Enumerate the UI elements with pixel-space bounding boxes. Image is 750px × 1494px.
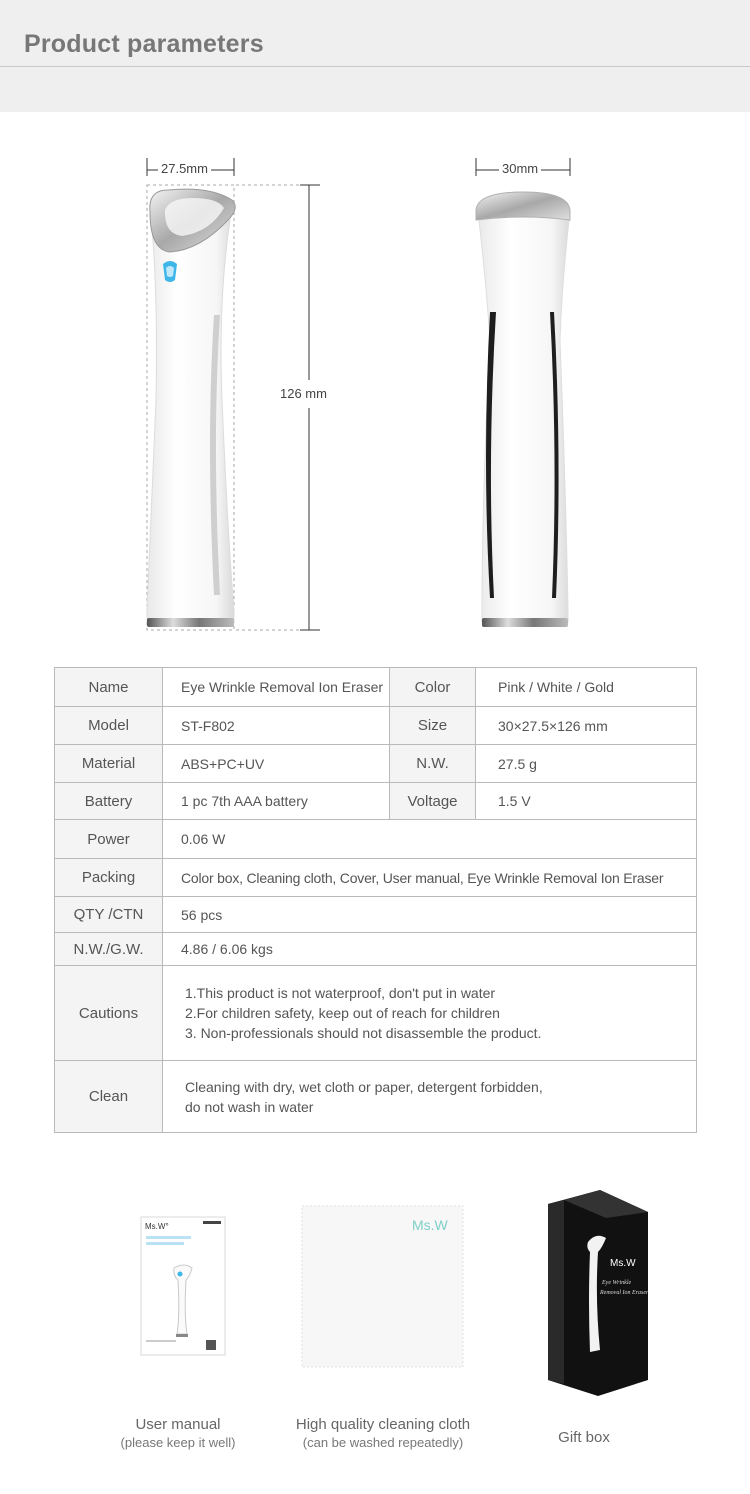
caution-line: 3. Non-professionals should not disassemble the product. (185, 1025, 542, 1041)
table-row (55, 966, 697, 1061)
width-front-label: 27.5mm (158, 161, 211, 176)
height-label: 126 mm (277, 386, 330, 401)
width-side-label: 30mm (499, 161, 541, 176)
size-label: Size (390, 707, 476, 745)
dimension-drawing (0, 140, 750, 650)
clean-line: Cleaning with dry, wet cloth or paper, detergent forbidden, (185, 1078, 543, 1095)
product-dimension-figure (0, 140, 750, 650)
cloth-title: High quality cleaning cloth (295, 1416, 471, 1433)
manual-brand-text: Ms.W° (145, 1222, 169, 1231)
cloth-subtitle: (can be washed repeatedly) (302, 1435, 464, 1450)
header-divider (0, 66, 750, 67)
cautions-label: Cautions (55, 966, 163, 1061)
battery-value: 1 pc 7th AAA battery (163, 783, 390, 820)
table-row (55, 897, 697, 933)
clean-line: do not wash in water (185, 1098, 314, 1115)
table-row (55, 859, 697, 897)
svg-text:Eye Wrinkle: Eye Wrinkle (602, 1280, 632, 1286)
cleaning-cloth-image (300, 1204, 465, 1369)
table-row (55, 707, 697, 745)
page-title: Product parameters (24, 30, 264, 58)
table-row (55, 933, 697, 966)
nw-value: 27.5 g (476, 745, 697, 783)
caution-line: 2.For children safety, keep out of reach for children (185, 1005, 500, 1021)
table-row (55, 820, 697, 859)
size-value: 30×27.5×126 mm (476, 707, 697, 745)
packing-label: Packing (55, 859, 163, 897)
box-title: Gift box (558, 1429, 610, 1446)
table-row (55, 1061, 697, 1133)
manual-title: User manual (135, 1416, 221, 1433)
spec-table (54, 667, 697, 1133)
nwgw-value: 4.86 / 6.06 kgs (163, 933, 697, 966)
svg-text:Removal Ion Eraser: Removal Ion Eraser (600, 1290, 649, 1296)
material-label: Material (55, 745, 163, 783)
clean-value (163, 1061, 697, 1133)
battery-label: Battery (55, 783, 163, 820)
voltage-value: 1.5 V (476, 783, 697, 820)
box-brand-text: Ms.W (610, 1258, 636, 1269)
power-value: 0.06 W (163, 820, 697, 859)
height-dimension (236, 185, 320, 630)
nw-label: N.W. (390, 745, 476, 783)
gift-box-image (540, 1190, 650, 1400)
voltage-label: Voltage (390, 783, 476, 820)
model-label: Model (55, 707, 163, 745)
table-row (55, 745, 697, 783)
cloth-brand-text: Ms.W (412, 1217, 448, 1233)
cautions-value (163, 966, 697, 1061)
nwgw-label: N.W./G.W. (55, 933, 163, 966)
table-row (55, 783, 697, 820)
qty-value: 56 pcs (163, 897, 697, 933)
material-value: ABS+PC+UV (163, 745, 390, 783)
name-label: Name (55, 668, 163, 707)
clean-label: Clean (55, 1061, 163, 1133)
front-view (147, 158, 235, 630)
color-label: Color (390, 668, 476, 707)
user-manual-image (140, 1216, 226, 1356)
packing-value: Color box, Cleaning cloth, Cover, User manual, Eye Wrinkle Removal Ion Eraser (163, 859, 697, 897)
color-value: Pink / White / Gold (476, 668, 697, 707)
model-value: ST-F802 (163, 707, 390, 745)
side-view (476, 158, 570, 627)
accessories-section (0, 1190, 750, 1490)
power-label: Power (55, 820, 163, 859)
box-caption (454, 1429, 714, 1446)
manual-subtitle: (please keep it well) (120, 1435, 236, 1450)
name-value: Eye Wrinkle Removal Ion Eraser (163, 668, 390, 707)
table-row (55, 668, 697, 707)
caution-line: 1.This product is not waterproof, don't put in water (185, 985, 496, 1001)
qty-label: QTY /CTN (55, 897, 163, 933)
